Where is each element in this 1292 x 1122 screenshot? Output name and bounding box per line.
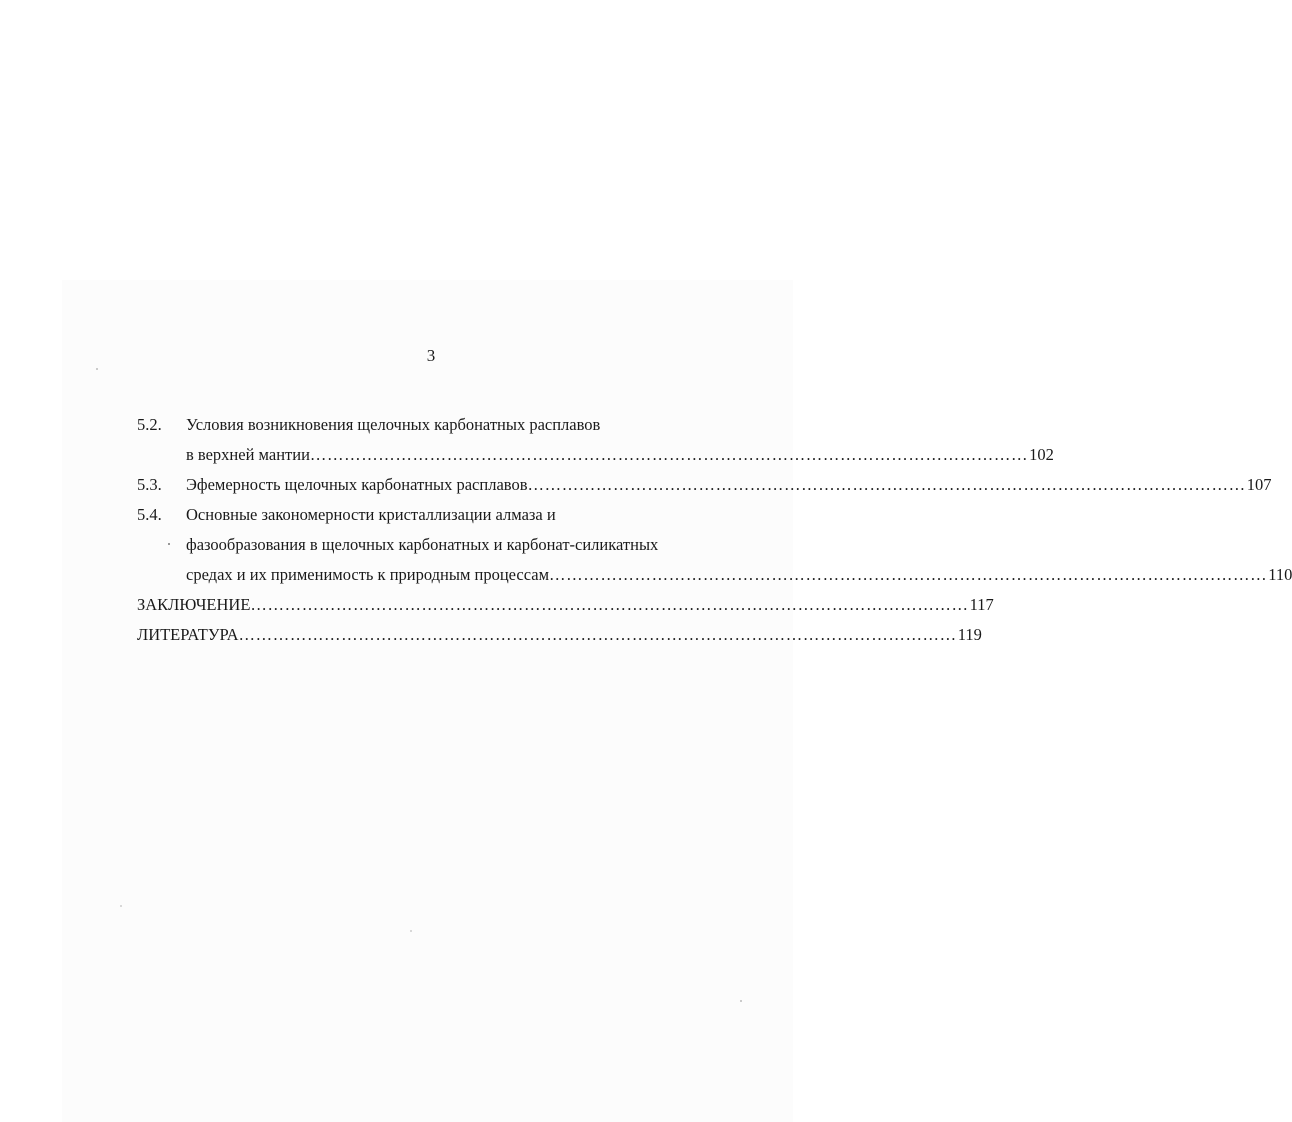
section-title: Условия возникновения щелочных карбонатных расплавов	[186, 415, 601, 434]
page-reference: 119	[957, 625, 982, 644]
dot-leader: ………………………………………………………………………………………………………………	[309, 445, 1029, 464]
page-reference: 107	[1246, 475, 1272, 494]
scan-speck	[168, 543, 170, 545]
toc-entry-5-4-continued	[137, 530, 727, 560]
toc-entry-5-4	[137, 500, 727, 530]
section-title-continued: в верхней мантии	[186, 445, 310, 464]
section-title: ЗАКЛЮЧЕНИЕ	[137, 595, 251, 614]
dot-leader: ………………………………………………………………………………………………………………	[238, 625, 957, 644]
scan-speck	[120, 905, 122, 907]
scan-speck	[740, 1000, 742, 1002]
toc-entry-5-4-continued-2	[137, 560, 1292, 590]
scan-speck	[410, 930, 412, 932]
toc-entry-conclusion	[137, 590, 994, 620]
section-title: ЛИТЕРАТУРА	[137, 625, 239, 644]
toc-entry-5-2	[137, 410, 727, 440]
section-number: 5.3.	[137, 475, 162, 494]
dot-leader: ………………………………………………………………………………………………………………	[549, 565, 1268, 584]
section-title: Основные закономерности кристаллизации алмаза и	[186, 505, 556, 524]
page-reference: 117	[969, 595, 994, 614]
page-reference: 110	[1268, 565, 1292, 584]
table-of-contents	[137, 410, 1292, 650]
toc-entry-5-2-continued	[137, 440, 1054, 470]
toc-entry-literature	[137, 620, 982, 650]
scan-background	[62, 280, 793, 1122]
dot-leader: ………………………………………………………………………………………………………………	[250, 595, 969, 614]
toc-entry-5-3	[137, 470, 1272, 500]
section-number: 5.4.	[137, 505, 162, 524]
scan-speck	[96, 368, 98, 370]
section-title: Эфемерность щелочных карбонатных расплавов	[186, 475, 528, 494]
section-number: 5.2.	[137, 415, 162, 434]
section-title-continued: фазообразования в щелочных карбонатных и карбонат-силикатных	[186, 535, 659, 554]
page-reference: 102	[1029, 445, 1054, 464]
dot-leader: ………………………………………………………………………………………………………………	[527, 475, 1246, 494]
section-title-continued: средах и их применимость к природным процессам	[186, 565, 550, 584]
page-number: 3	[426, 346, 436, 365]
